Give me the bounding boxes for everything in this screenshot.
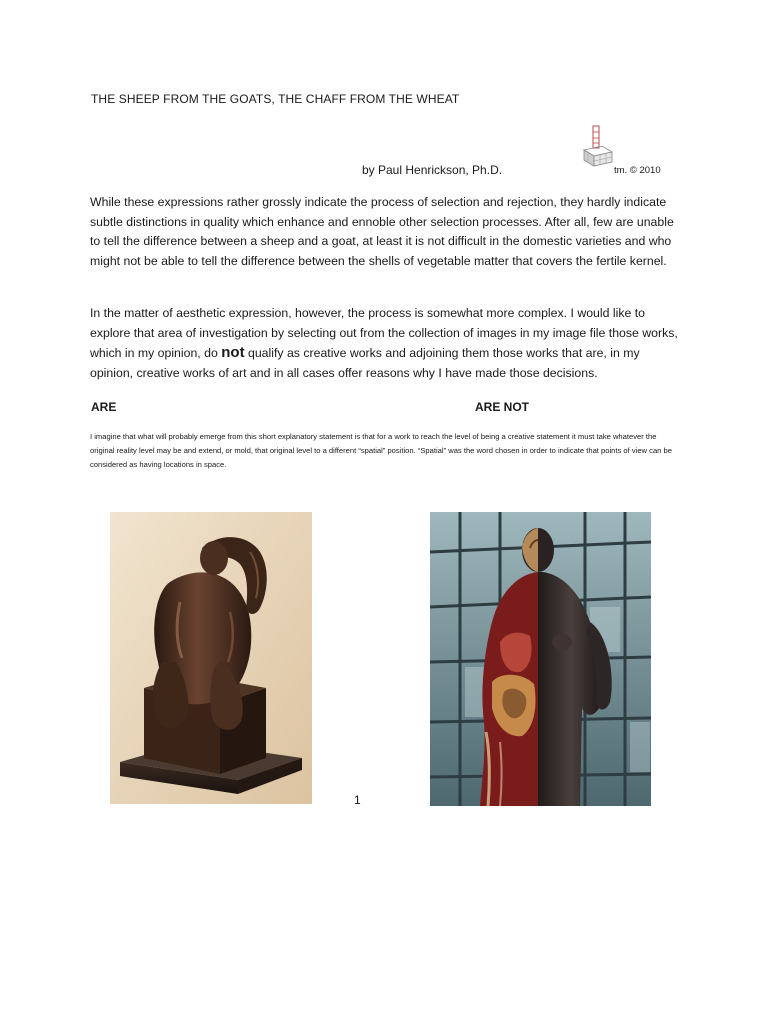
paragraph-aesthetic-part1: In the matter of aesthetic expression, however, the process is somewhat more complex. I would like to explore that area of investigation by selecting out from the collection of images in my image file those works, which in my opinion, do	[90, 306, 678, 360]
explanatory-note: I imagine that what will probably emerge from this short explanatory statement is that for a work to reach the level of being a creative statement it must take whatever the original reality level may be and extend, or mold, that original level to a different “spatial” position. “Spatial” was the word chosen in order to indicate that points of view can be considered as having locations in space.	[90, 432, 672, 469]
paragraph-intro: While these expressions rather grossly indicate the process of selection and rejection, they hardly indicate subtle distinctions in quality which enhance and ennoble other selection processes. After all, few are unable to tell the difference between a sheep and a goat, at least it is not difficult in the domestic varieties and who might not be able to tell the difference between the shells of vegetable matter that covers the fertile kernel.	[90, 195, 674, 268]
paragraph-aesthetic	[90, 304, 680, 383]
tower-logo-icon	[578, 122, 618, 172]
heading-are: ARE	[91, 400, 117, 414]
paragraph-aesthetic-part2: qualify as creative works and adjoining them those works that are, in my opinion, creative works of art and in all cases offer reasons why I have made those decisions.	[90, 346, 640, 380]
bronze-seated-figure-image	[110, 512, 312, 804]
document-title: THE SHEEP FROM THE GOATS, THE CHAFF FROM THE WHEAT	[91, 92, 460, 106]
author-byline: by Paul Henrickson, Ph.D.	[362, 163, 503, 177]
emphasis-not: not	[221, 344, 245, 361]
trademark-notice: tm. © 2010	[614, 165, 661, 176]
anatomical-figure-image	[430, 512, 651, 806]
page-number: 1	[354, 793, 361, 807]
heading-are-not: ARE NOT	[475, 400, 529, 414]
